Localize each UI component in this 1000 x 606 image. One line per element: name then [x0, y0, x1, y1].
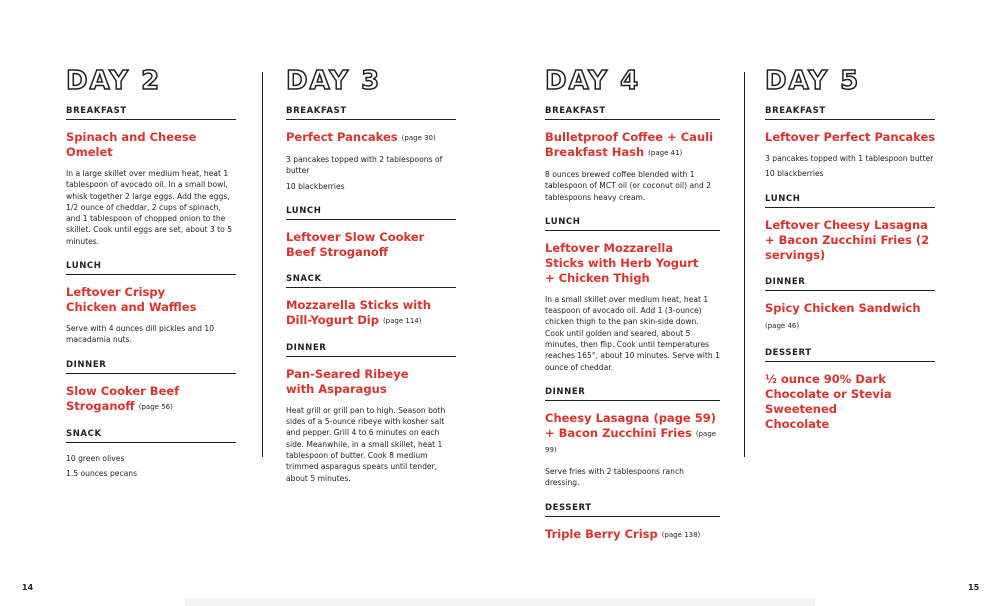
- breakfast-section: [545, 106, 720, 203]
- recipe-instructions: 8 ounces brewed coffee blended with 1 tablespoon of MCT oil (or coconut oil) and 2 tablespoons heavy cream.: [545, 170, 712, 202]
- section-heading: DINNER: [286, 343, 456, 357]
- page-reference: (page 41): [648, 149, 683, 157]
- recipe-title: Perfect Pancakes (page 30): [286, 130, 436, 144]
- lunch-section: [66, 261, 236, 346]
- page-reference: (page 114): [382, 316, 422, 325]
- section-heading: DESSERT: [765, 348, 935, 362]
- breakfast-section: [765, 106, 935, 180]
- day-title: DAY 4: [545, 66, 641, 96]
- recipe-title: Spicy Chicken Sandwich (page 46): [765, 301, 935, 334]
- recipe-instructions: 10 blackberries: [765, 169, 824, 179]
- dinner-section: [765, 277, 935, 334]
- section-heading: BREAKFAST: [545, 106, 720, 120]
- section-heading: LUNCH: [286, 206, 456, 220]
- dinner-section: [286, 343, 456, 484]
- section-heading: SNACK: [66, 429, 236, 443]
- dessert-section: [545, 503, 720, 543]
- section-heading: DINNER: [765, 277, 935, 291]
- day-title: DAY 3: [286, 66, 382, 96]
- recipe-instructions: In a large skillet over medium heat, heat 1 tablespoon of avocado oil. In a small bowl, whisk together 2 large eggs. Add the eggs, 1/2 ounce of cheddar, 2 cups of spinach, and 1 tablespoon of chopped onion to the skillet. Cook until eggs are set, about 3 to 5 minutes.: [66, 169, 233, 246]
- lunch-section: [765, 194, 935, 263]
- recipe-instructions: In a small skillet over medium heat, heat 1 teaspoon of avocado oil. Add 1 (3-ounce) chicken thigh to the pan skin-side down. Cook until golden and seared, about 5 minutes, then flip. Cook until temperatures reaches 165°, about 10 minutes. Serve with 1 ounce of cheddar.: [545, 294, 720, 372]
- recipe-instructions: 3 pancakes topped with 1 tablespoon butter: [765, 154, 934, 163]
- page-number-left: 14: [22, 583, 34, 592]
- section-heading: BREAKFAST: [286, 106, 456, 120]
- dinner-section: [545, 387, 720, 489]
- section-heading: DINNER: [545, 387, 720, 401]
- recipe-instructions: 10 blackberries: [286, 181, 345, 191]
- recipe-instructions: Heat grill or grill pan to high. Season both sides of a 5-ounce ribeye with kosher salt and pepper. Grill 4 to 6 minutes on each side. Meanwhile, in a small skillet, heat 1 tablespoon of butter. Cook 8 medium trimmed asparagus spears until tender, about 5 minutes.: [286, 405, 446, 483]
- breakfast-section: [286, 106, 456, 192]
- lunch-section: [286, 206, 456, 260]
- recipe-instructions: 3 pancakes topped with 2 tablespoons of butter: [286, 155, 443, 176]
- recipe-title: Pan-Seared Ribeye with Asparagus: [286, 366, 409, 396]
- page-number-right: 15: [968, 583, 980, 592]
- recipe-title: Slow Cooker Beef Stroganoff (page 56): [66, 383, 180, 413]
- page-reference: (page 30): [401, 134, 436, 142]
- snack-item: 1.5 ounces pecans: [66, 468, 138, 478]
- recipe-instructions: Serve with 4 ounces dill pickles and 10 macadamia nuts.: [66, 324, 215, 345]
- recipe-title: Leftover Slow Cooker Beef Stroganoff: [286, 229, 425, 259]
- day-title: DAY 5: [765, 66, 861, 96]
- section-heading: LUNCH: [765, 194, 935, 208]
- column-divider: [262, 72, 263, 457]
- snack-section: [66, 429, 236, 480]
- dessert-section: [765, 348, 935, 432]
- section-heading: BREAKFAST: [66, 106, 236, 120]
- snack-item: 10 green olives: [66, 453, 125, 463]
- section-heading: LUNCH: [545, 217, 720, 231]
- section-heading: SNACK: [286, 274, 456, 288]
- recipe-title: Spinach and Cheese Omelet: [66, 130, 197, 159]
- section-heading: DESSERT: [545, 503, 720, 517]
- section-heading: DINNER: [66, 360, 236, 374]
- page-reference: (page 138): [661, 530, 701, 539]
- recipe-title: Triple Berry Crisp (page 138): [545, 526, 701, 541]
- recipe-title: Leftover Crispy Chicken and Waffles: [66, 285, 197, 315]
- recipe-title: Leftover Perfect Pancakes: [765, 130, 936, 144]
- recipe-instructions: Serve fries with 2 tablespoons ranch dressing.: [545, 466, 684, 488]
- section-heading: BREAKFAST: [765, 106, 935, 120]
- recipe-title: Leftover Mozzarella Sticks with Herb Yogurt + Chicken Thigh: [545, 240, 699, 285]
- page-reference: (page 46): [765, 321, 800, 330]
- page-reference: (page 56): [138, 402, 173, 411]
- column-divider: [744, 72, 745, 457]
- breakfast-section: [66, 106, 236, 247]
- lunch-section: [545, 217, 720, 373]
- page-reference: (page 99): [545, 429, 717, 454]
- day-title: DAY 2: [66, 66, 162, 96]
- recipe-title: ½ ounce 90% Dark Chocolate or Stevia Sweetened Chocolate: [765, 371, 892, 431]
- page-shadow: [185, 598, 815, 606]
- dinner-section: [66, 360, 236, 415]
- recipe-title: Leftover Cheesy Lasagna + Bacon Zucchini Fries (2 servings): [765, 217, 930, 262]
- recipe-title: Mozzarella Sticks with Dill-Yogurt Dip (page 114): [286, 297, 431, 327]
- snack-section: [286, 274, 456, 329]
- section-heading: LUNCH: [66, 261, 236, 275]
- recipe-title: Cheesy Lasagna (page 59) + Bacon Zucchini Fries (page 99): [545, 410, 717, 454]
- recipe-title: Bulletproof Coffee + Cauli Breakfast Hash (page 41): [545, 130, 714, 159]
